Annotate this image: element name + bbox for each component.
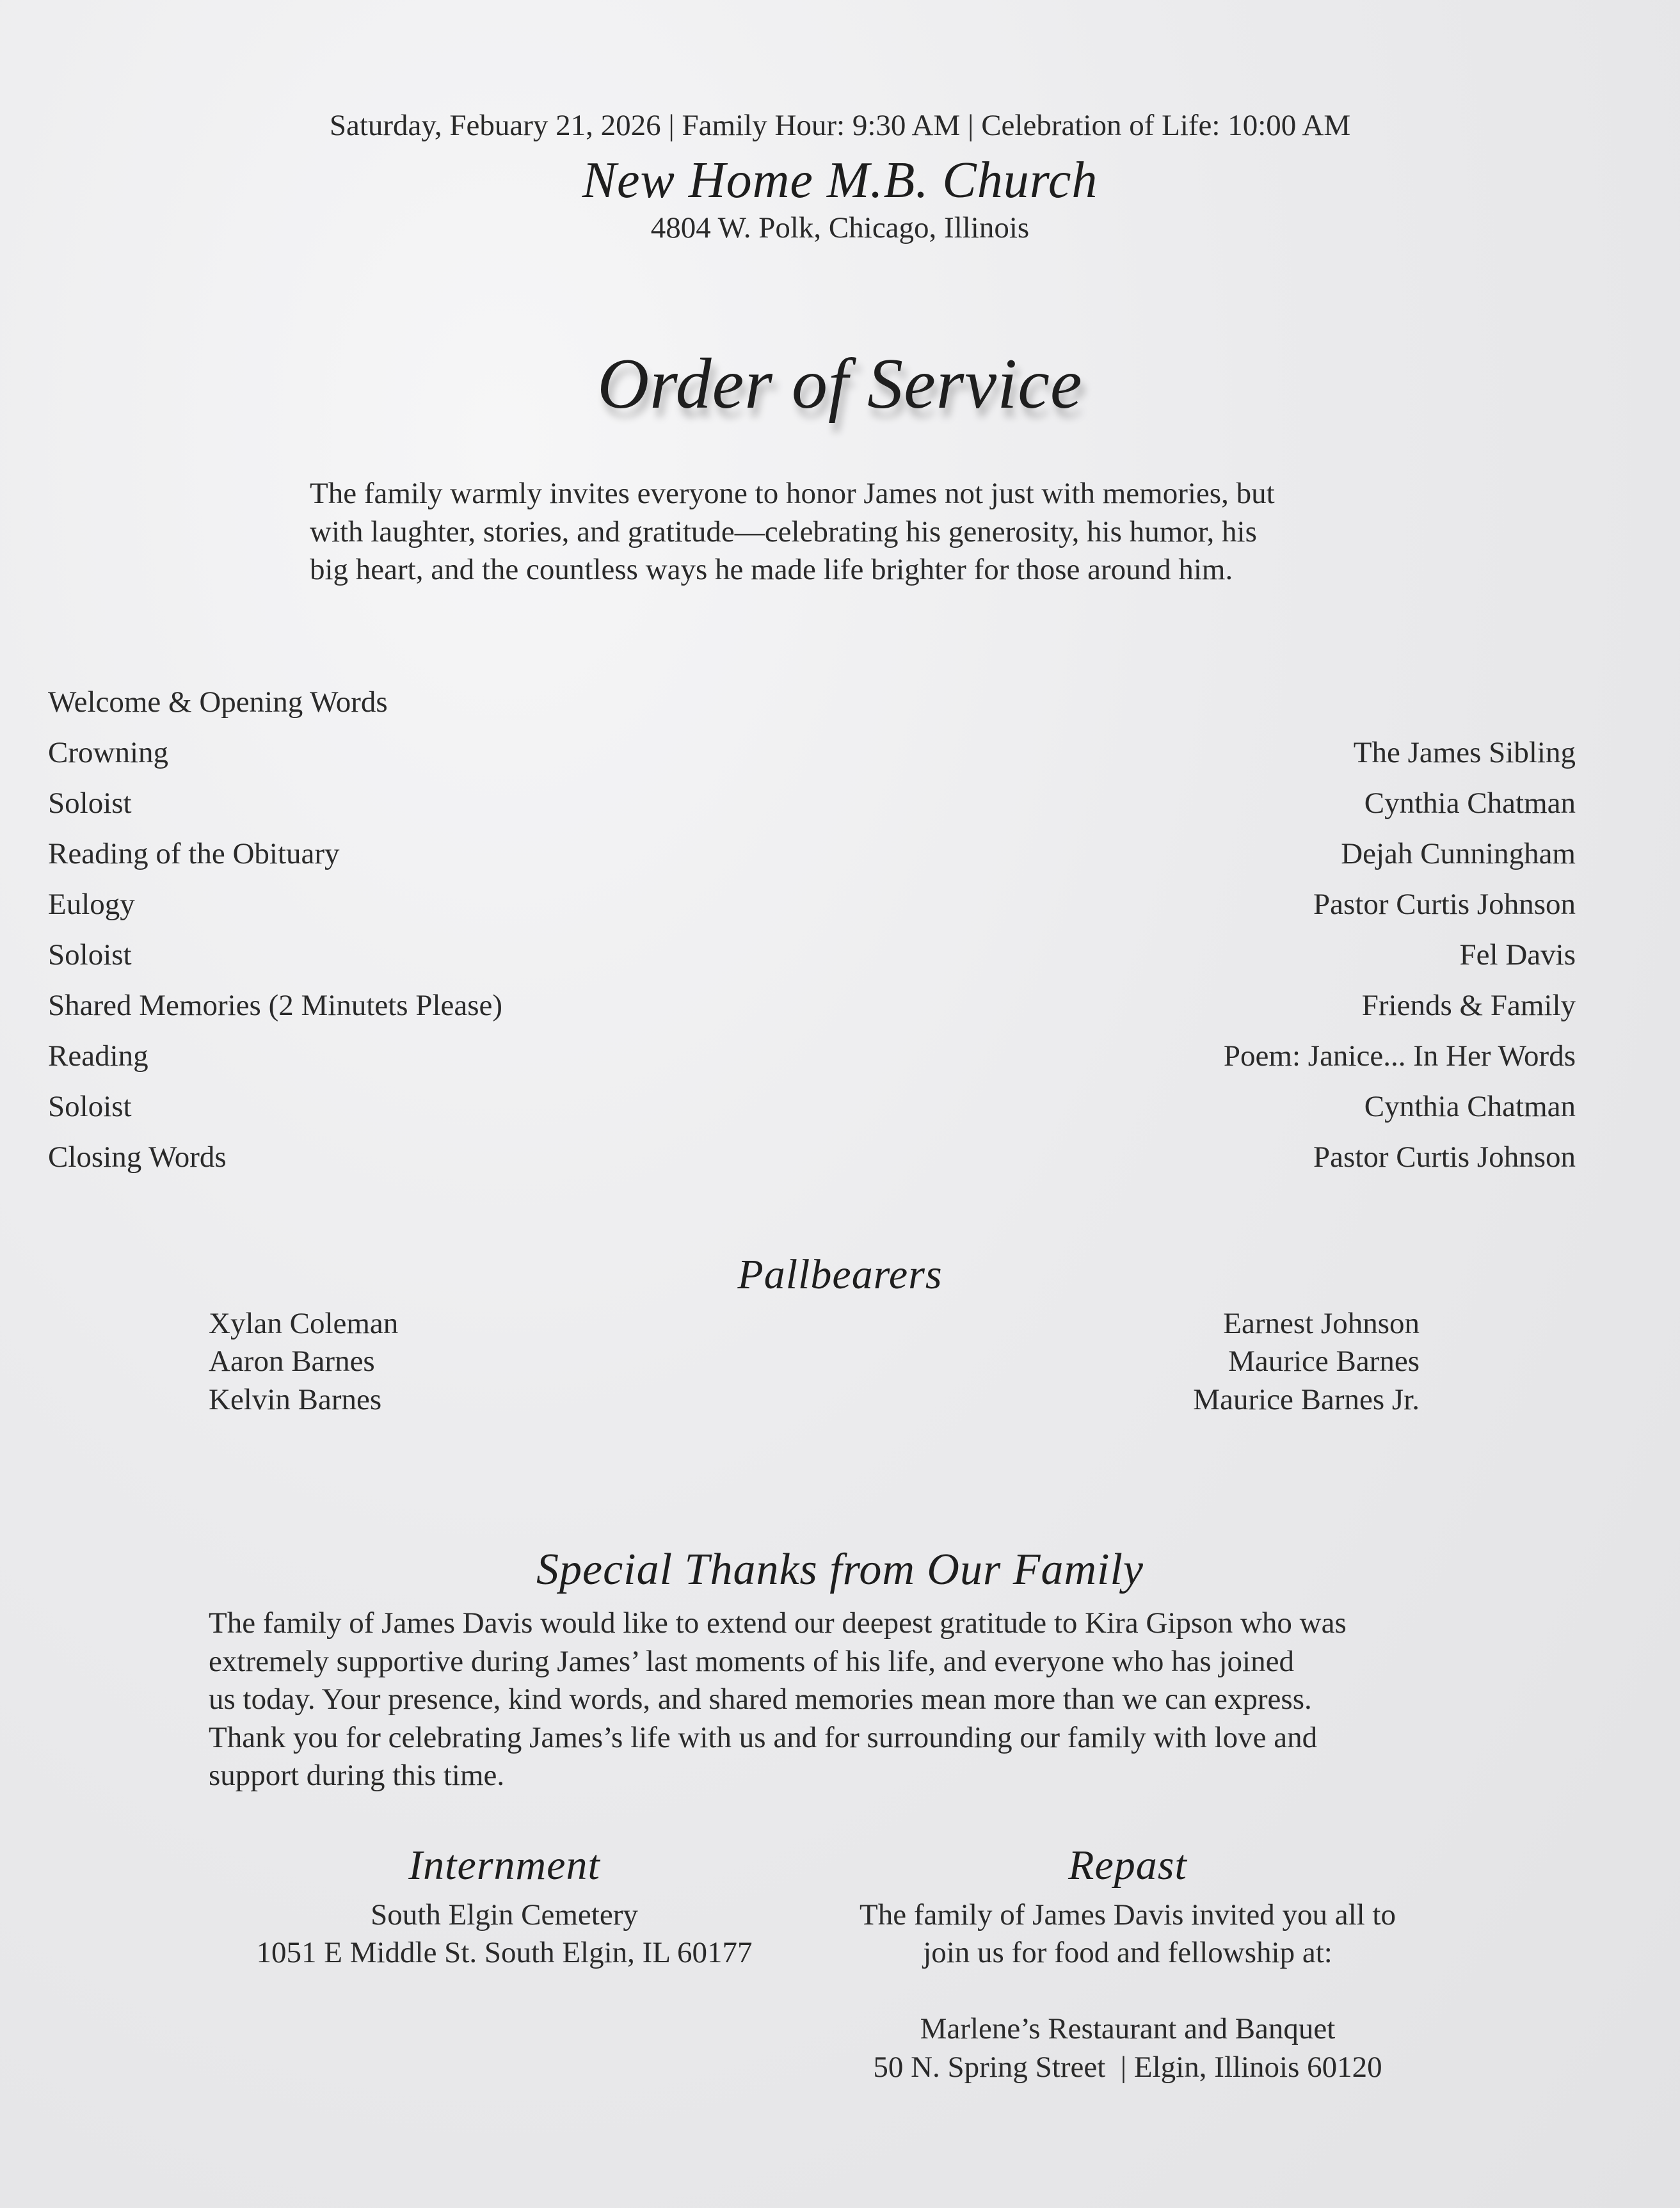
- program-part: Soloist: [48, 938, 132, 972]
- program-presenter: The James Sibling: [1353, 736, 1576, 769]
- program-item: [48, 1132, 1576, 1183]
- pallbearer-name: Kelvin Barnes: [209, 1383, 382, 1416]
- program-presenter: Cynthia Chatman: [1364, 787, 1576, 820]
- program-presenter: Pastor Curtis Johnson: [1313, 1140, 1576, 1174]
- service-date-line: Saturday, Febuary 21, 2026 | Family Hour: 9:30 AM | Celebration of Life: 10:00 AM: [329, 109, 1351, 142]
- program-presenter: Cynthia Chatman: [1364, 1090, 1576, 1123]
- program-item: [48, 1082, 1576, 1132]
- program-item: [48, 1031, 1576, 1082]
- program-presenter: Poem: Janice... In Her Words: [1223, 1039, 1576, 1073]
- church-name: New Home M.B. Church: [582, 152, 1098, 209]
- pallbearer-name: Maurice Barnes Jr.: [1193, 1383, 1420, 1416]
- program-presenter: Friends & Family: [1361, 989, 1576, 1022]
- program-part: Reading: [48, 1039, 148, 1073]
- program-item: [48, 930, 1576, 980]
- program-presenter: Dejah Cunningham: [1341, 837, 1576, 870]
- program-item: [48, 879, 1576, 930]
- program-part: Eulogy: [48, 888, 135, 921]
- pallbearer-name: Earnest Johnson: [1223, 1307, 1420, 1340]
- cemetery-name: South Elgin Cemetery: [371, 1898, 638, 1932]
- cemetery-address: 1051 E Middle St. South Elgin, IL 60177: [256, 1936, 753, 1969]
- repast-address: 50 N. Spring Street | Elgin, Illinois 60120: [873, 2051, 1382, 2084]
- program-item: [48, 728, 1576, 778]
- church-address: 4804 W. Polk, Chicago, Illinois: [650, 211, 1030, 244]
- repast-invite-line2: join us for food and fellowship at:: [923, 1936, 1332, 1969]
- program-part: Shared Memories (2 Minutets Please): [48, 989, 503, 1022]
- program-part: Reading of the Obituary: [48, 837, 340, 870]
- program-part: Soloist: [48, 787, 132, 820]
- order-of-service-title: Order of Service: [597, 344, 1083, 424]
- special-thanks-title: Special Thanks from Our Family: [536, 1545, 1144, 1594]
- program-item: [48, 829, 1576, 879]
- order-of-service-intro: The family warmly invites everyone to honor James not just with memories, but with laughter, stories, and gratitude—celebrating his generosity, his humor, his big heart, and the countless ways he made life brighter for those around him.: [310, 477, 1275, 586]
- program-part: Crowning: [48, 736, 168, 769]
- program-part: Soloist: [48, 1090, 132, 1123]
- pallbearer-name: Aaron Barnes: [209, 1345, 375, 1378]
- internment-title: Internment: [408, 1842, 600, 1889]
- program-presenter: Pastor Curtis Johnson: [1313, 888, 1576, 921]
- repast-venue: Marlene’s Restaurant and Banquet: [920, 2012, 1336, 2045]
- program-part: Closing Words: [48, 1140, 227, 1174]
- program-item: [48, 980, 1576, 1031]
- repast-invite-line1: The family of James Davis invited you all to: [860, 1898, 1396, 1932]
- program-presenter: Fel Davis: [1459, 938, 1576, 972]
- pallbearers-title: Pallbearers: [737, 1251, 943, 1298]
- special-thanks-body: The family of James Davis would like to extend our deepest gratitude to Kira Gipson who was extremely supportive during James’ last moments of his life, and everyone who has joined us today. Your presence, kind words, and shared memories mean more than we can express. Thank you for celebrating James’s life with us and for surrounding our family with love and support during this time.: [209, 1606, 1347, 1792]
- repast-title: Repast: [1068, 1842, 1187, 1889]
- program-item: [48, 778, 1576, 829]
- program-part: Welcome & Opening Words: [48, 685, 388, 719]
- pallbearer-name: Maurice Barnes: [1228, 1345, 1420, 1378]
- program-item: [48, 677, 1576, 728]
- pallbearer-name: Xylan Coleman: [209, 1307, 399, 1340]
